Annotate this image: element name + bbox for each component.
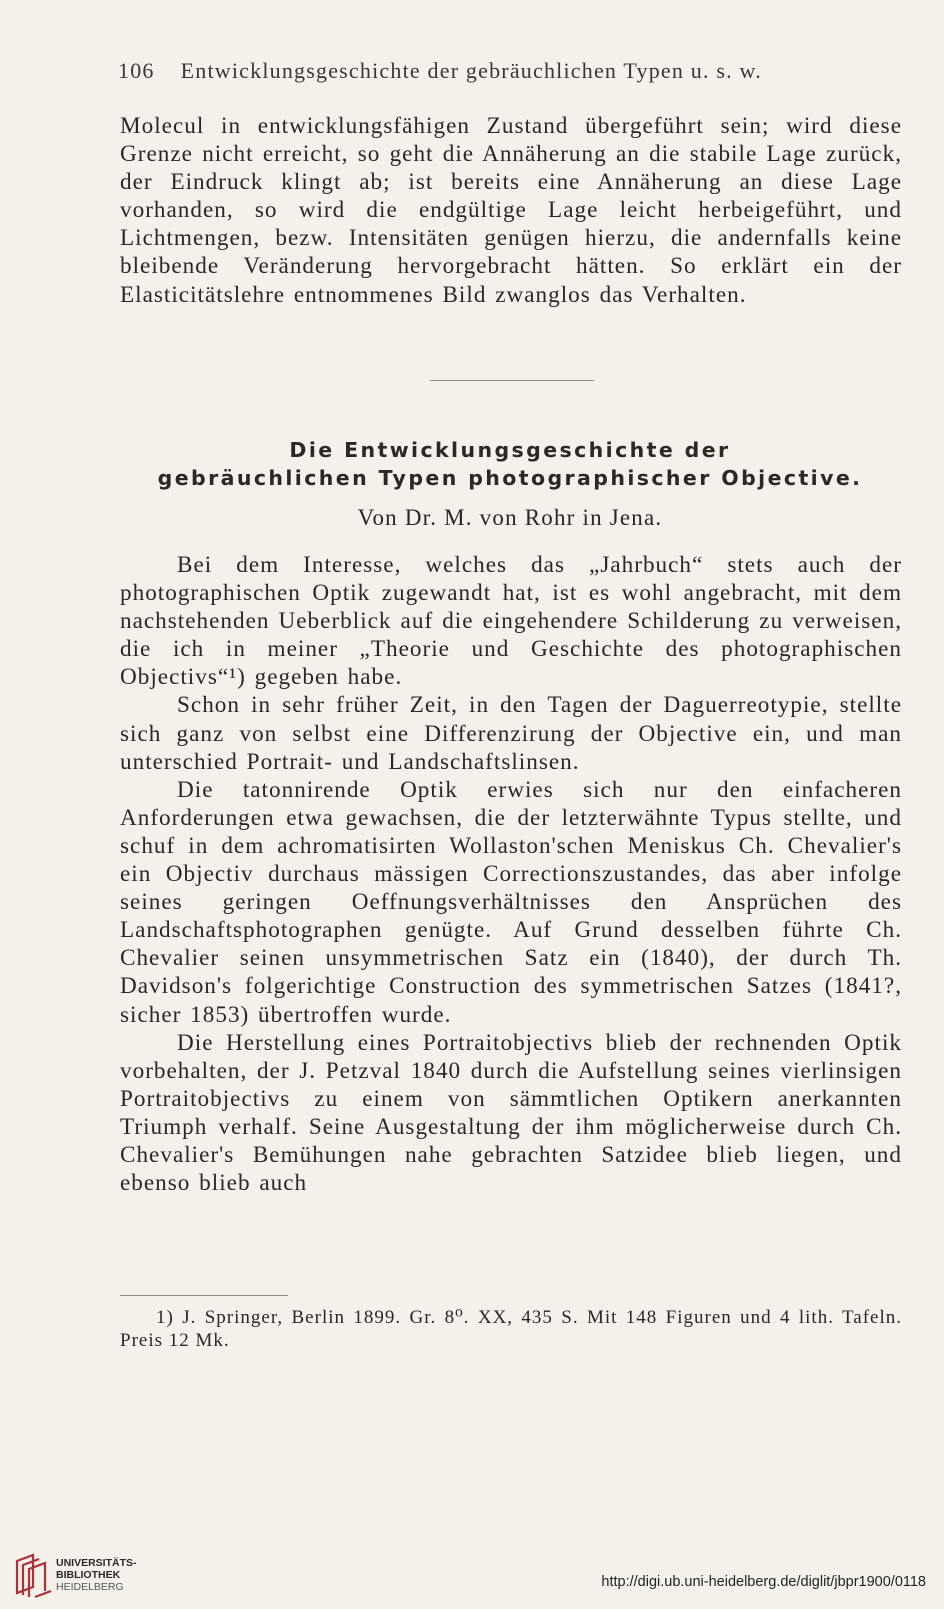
ub-heidelberg-logo-icon: [11, 1551, 59, 1599]
footnote-text: J. Springer, Berlin 1899. Gr. 8⁰. XX, 435 S. Mit 148 Figuren und 4 lith. Tafeln. Preis 12 Mk.: [120, 1307, 902, 1351]
article-title-line-2: gebräuchlichen Typen photographischer Objective.: [157, 466, 863, 490]
library-name-line-3: HEIDELBERG: [56, 1581, 124, 1593]
section-divider: [430, 380, 594, 381]
paragraph-4: Die Herstellung eines Portraitobjectivs blieb der rechnenden Optik vorbehalten, der J. Petzval 1840 durch die Aufstellung seines vierlinsigen Portraitobjectivs zu einem von sämmtlichen Optikern anerkannten Triumph verhalf. Seine Ausgestaltung der ihm möglicherweise durch Ch. Chevalier's Bemühungen nahe gebrachten Satzidee blieb liegen, und ebenso blieb auch: [120, 1029, 902, 1197]
footnote: [120, 1306, 902, 1352]
article-body: [120, 551, 902, 1197]
source-url-link[interactable]: http://digi.ub.uni-heidelberg.de/diglit/jbpr1900/0118: [601, 1574, 926, 1590]
article-title-line-1: Die Entwicklungsgeschichte der: [289, 438, 731, 462]
paragraph-3: Die tatonnirende Optik erwies sich nur den einfacheren Anforderungen etwa gewachsen, die der letzterwähnte Typus stellte, und schuf in dem achromatisirten Wollaston'schen Meniskus Ch. Chevalier's ein Objectiv durchaus mässigen Correctionszustandes, das aber infolge seines geringen Oeffnungsverhältnisses den Ansprüchen des Landschaftsphotographen genügte. Auf Grund desselben führte Ch. Chevalier seinen unsymmetrischen Satz ein (1840), der durch Th. Davidson's folgerichtige Construction des symmetrischen Satzes (1841?, sicher 1853) übertroffen wurde.: [120, 776, 902, 1028]
paragraph-1: Bei dem Interesse, welches das „Jahrbuch“ stets auch der photographischen Optik zugewandt hat, ist es wohl angebracht, mit dem nachstehenden Ueberblick auf die eingehendere Schilderung zu verweisen, die ich in meiner „Theorie und Geschichte des photographischen Objectivs“¹) gegeben habe.: [120, 552, 902, 691]
article-byline: Von Dr. M. von Rohr in Jena.: [357, 505, 663, 530]
library-name: [56, 1557, 137, 1593]
page-number: 106: [118, 58, 155, 83]
intro-text-block: [120, 112, 902, 309]
intro-paragraph: Molecul in entwicklungsfähigen Zustand übergeführt sein; wird diese Grenze nicht erreicht, so geht die Annäherung an die stabile Lage zurück, der Eindruck klingt ab; ist bereits eine Annäherung an diese Lage vorhanden, so wird die endgültige Lage leicht herbeigeführt, und Lichtmengen, bezw. Intensitäten genügen hierzu, die andernfalls keine bleibende Veränderung hervorgebracht hätten. So erklärt ein der Elasticitätslehre entnommenes Bild zwanglos das Verhalten.: [120, 113, 902, 308]
footnote-marker: 1): [156, 1307, 174, 1328]
running-title: Entwicklungsgeschichte der gebräuchlichen Typen u. s. w.: [180, 58, 762, 83]
library-name-line-1: UNIVERSITÄTS-: [56, 1557, 137, 1569]
footnote-rule: [120, 1295, 288, 1296]
paragraph-2: Schon in sehr früher Zeit, in den Tagen der Daguerreotypie, stellte sich ganz von selbst eine Differenzirung der Objective ein, und man unterschied Portrait- und Landschaftslinsen.: [120, 692, 902, 775]
library-name-line-2: BIBLIOTHEK: [56, 1569, 121, 1581]
running-head: [118, 58, 824, 84]
